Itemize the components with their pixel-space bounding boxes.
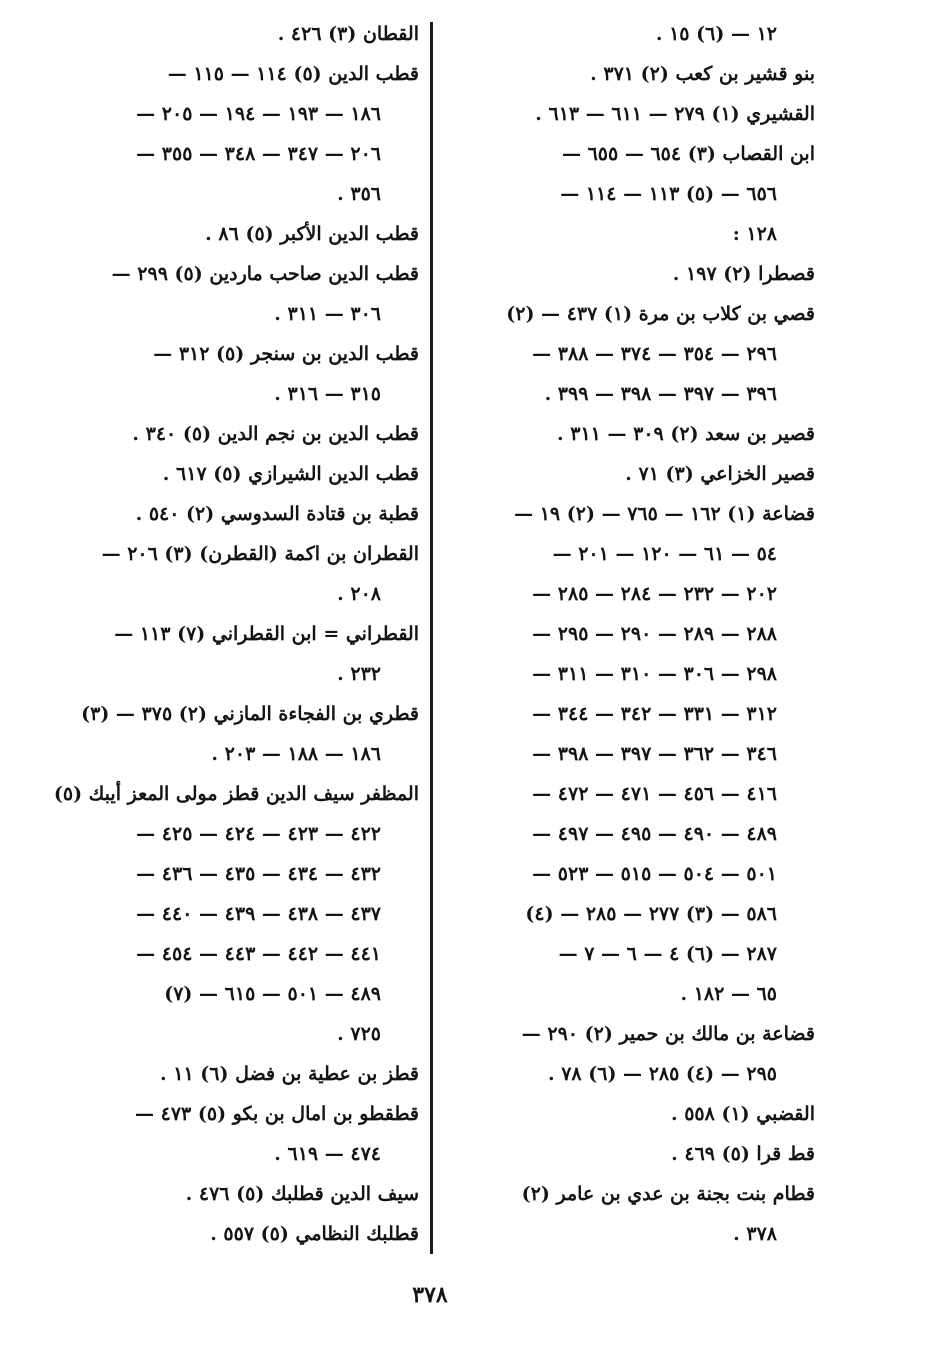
index-entry-line: قطري بن الفجاءة المازني (٢) ٣٧٥ — (٣)	[81, 703, 419, 725]
index-entry-line: القشيري (١) ٢٧٩ — ٦١١ — ٦١٣ .	[535, 103, 815, 125]
index-entry-line: سيف الدين قطلبك (٥) ٤٧٦ .	[185, 1183, 419, 1205]
index-continuation-line: ٥٠١ — ٥٠٤ — ٥١٥ — ٥٢٣ —	[532, 863, 777, 885]
index-continuation-line: ٤١٦ — ٤٥٦ — ٤٧١ — ٤٧٢ —	[532, 783, 777, 805]
index-entry-line: المظفر سيف الدين قطز مولى المعز أيبك (٥)	[53, 783, 419, 805]
index-entry-line: قصير بن سعد (٢) ٣٠٩ — ٣١١ .	[557, 423, 815, 445]
index-entry-line: قطب الدين الشيرازي (٥) ٦١٧ .	[162, 463, 419, 485]
index-entry-line: قطب الدين بن سنجر (٥) ٣١٢ —	[153, 343, 419, 365]
index-entry-line: القضبي (١) ٥٥٨ .	[670, 1103, 815, 1125]
index-entry-line: قطز بن عطية بن فضل (٦) ١١ .	[160, 1063, 419, 1085]
index-continuation-line: ٤٣٧ — ٤٣٨ — ٤٣٩ — ٤٤٠ —	[136, 903, 381, 925]
index-continuation-line: ٢٠٦ — ٣٤٧ — ٣٤٨ — ٣٥٥ —	[136, 143, 381, 165]
index-continuation-line: ٥٤ — ٦١ — ١٢٠ — ٢٠١ —	[552, 543, 777, 565]
index-continuation-line: ٢٩٨ — ٣٠٦ — ٣١٠ — ٣١١ —	[532, 663, 777, 685]
index-continuation-line: ٤٢٢ — ٤٢٣ — ٤٢٤ — ٤٢٥ —	[136, 823, 381, 845]
index-continuation-line: ٣٠٦ — ٣١١ .	[274, 303, 381, 325]
index-continuation-line: ٣٧٨ .	[733, 1223, 777, 1245]
index-entry-line: قطب الدين الأكبر (٥) ٨٦ .	[205, 223, 419, 245]
index-continuation-line: ٣١٢ — ٣٣١ — ٣٤٢ — ٣٤٤ —	[532, 703, 777, 725]
index-entry-line: قصير الخزاعي (٣) ٧١ .	[625, 463, 815, 485]
index-entry-line: القطراني = ابن القطراني (٧) ١١٣ —	[114, 623, 419, 645]
column-divider	[430, 22, 433, 1254]
index-entry-line: قطب الدين بن نجم الدين (٥) ٣٤٠ .	[132, 423, 419, 445]
index-continuation-line: ٢٠٨ .	[337, 583, 381, 605]
index-continuation-line: ٢٠٢ — ٢٣٢ — ٢٨٤ — ٢٨٥ —	[532, 583, 777, 605]
index-entry-line: قطبة بن قتادة السدوسي (٢) ٥٤٠ .	[135, 503, 419, 525]
page-number: ٣٧٨	[412, 1282, 448, 1308]
index-entry-line: قضاعة بن مالك بن حمير (٢) ٢٩٠ —	[521, 1023, 815, 1045]
index-continuation-line: ٣٥٦ .	[337, 183, 381, 205]
index-entry-line: قضاعة (١) ١٦٢ — ٧٦٥ — (٢) ١٩ —	[514, 503, 815, 525]
index-continuation-line: ١٨٦ — ١٩٣ — ١٩٤ — ٢٠٥ —	[136, 103, 381, 125]
index-continuation-line: ١٢ — (٦) ١٥ .	[655, 23, 777, 45]
index-continuation-line: ٦٥٦ — (٥) ١١٣ — ١١٤ —	[560, 183, 777, 205]
index-continuation-line: ٧٢٥ .	[337, 1023, 381, 1045]
index-continuation-line: ٥٨٦ — (٣) ٢٧٧ — ٢٨٥ — (٤)	[525, 903, 777, 925]
index-continuation-line: ١٢٨ :	[732, 223, 777, 245]
index-continuation-line: ٣٤٦ — ٣٦٢ — ٣٩٧ — ٣٩٨ —	[532, 743, 777, 765]
index-continuation-line: ٢٨٨ — ٢٨٩ — ٢٩٠ — ٢٩٥ —	[532, 623, 777, 645]
index-entry-line: قطب الدين صاحب ماردين (٥) ٢٩٩ —	[111, 263, 419, 285]
index-continuation-line: ٢٣٢ .	[337, 663, 381, 685]
index-continuation-line: ٢٩٦ — ٣٥٤ — ٣٧٤ — ٣٨٨ —	[532, 343, 777, 365]
index-continuation-line: ١٨٦ — ١٨٨ — ٢٠٣ .	[211, 743, 381, 765]
index-entry-line: بنو قشير بن كعب (٢) ٣٧١ .	[590, 63, 815, 85]
index-entry-line: قطقطو بن امال بن بكو (٥) ٤٧٣ —	[135, 1103, 419, 1125]
index-entry-line: قطب الدين (٥) ١١٤ — ١١٥ —	[167, 63, 419, 85]
index-continuation-line: ٢٩٥ — (٤) ٢٨٥ — (٦) ٧٨ .	[547, 1063, 777, 1085]
index-entry-line: قطلبك النظامي (٥) ٥٥٧ .	[210, 1223, 419, 1245]
index-entry-line: القطان (٣) ٤٢٦ .	[277, 23, 419, 45]
index-continuation-line: ٤٨٩ — ٤٩٠ — ٤٩٥ — ٤٩٧ —	[532, 823, 777, 845]
index-entry-line: قط قرا (٥) ٤٦٩ .	[671, 1143, 815, 1165]
index-entry-line: قصطرا (٢) ١٩٧ .	[672, 263, 815, 285]
index-entry-line: القطران بن اكمة (القطرن) (٣) ٢٠٦ —	[101, 543, 419, 565]
index-continuation-line: ٢٨٧ — (٦) ٤ — ٦ — ٧ —	[558, 943, 777, 965]
index-continuation-line: ٤٣٢ — ٤٣٤ — ٤٣٥ — ٤٣٦ —	[136, 863, 381, 885]
index-continuation-line: ٦٥ — ١٨٢ .	[680, 983, 777, 1005]
index-column-left	[53, 14, 419, 1254]
index-continuation-line: ٣١٥ — ٣١٦ .	[274, 383, 381, 405]
index-continuation-line: ٤٨٩ — ٥٠١ — ٦١٥ — (٧)	[164, 983, 381, 1005]
index-entry-line: ابن القصاب (٣) ٦٥٤ — ٦٥٥ —	[561, 143, 815, 165]
index-continuation-line: ٤٤١ — ٤٤٢ — ٤٤٣ — ٤٥٤ —	[136, 943, 381, 965]
index-continuation-line: ٤٧٤ — ٦١٩ .	[274, 1143, 381, 1165]
index-entry-line: قصي بن كلاب بن مرة (١) ٤٣٧ — (٢)	[506, 303, 815, 325]
index-entry-line: قطام بنت بجنة بن عدي بن عامر (٢)	[521, 1183, 815, 1205]
index-continuation-line: ٣٩٦ — ٣٩٧ — ٣٩٨ — ٣٩٩ .	[544, 383, 777, 405]
index-column-right	[463, 14, 815, 1254]
